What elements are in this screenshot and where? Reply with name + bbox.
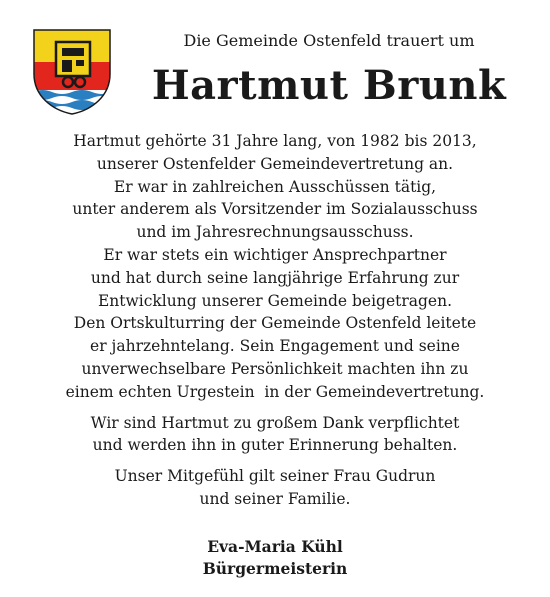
paragraph-gratitude: [20, 412, 530, 458]
coat-of-arms-icon: [32, 28, 112, 116]
text-line: Er war in zahlreichen Ausschüssen tätig,: [113, 177, 437, 196]
text-line: und seiner Familie.: [199, 489, 351, 508]
text-line: unverwechselbare Persönlichkeit machten ihn zu: [81, 359, 469, 378]
text-line: Er war stets ein wichtiger Ansprechpartner: [103, 245, 447, 264]
deceased-name: Hartmut Brunk: [151, 62, 507, 109]
text-line: und im Jahresrechnungsausschuss.: [136, 223, 414, 242]
text-line: Den Ortskulturring der Gemeinde Ostenfeld leitete: [73, 314, 477, 333]
text-line: Unser Mitgefühl gilt seiner Frau Gudrun: [114, 467, 436, 486]
text-line: er jahrzehntelang. Sein Engagement und seine: [90, 337, 460, 356]
signatory-title: Bürgermeisterin: [202, 559, 348, 578]
paragraph-condolence: [20, 465, 530, 511]
text-line: und hat durch seine langjährige Erfahrung zur: [90, 268, 460, 287]
text-line: und werden ihn in guter Erinnerung behalten.: [92, 436, 458, 455]
paragraph-biography: [20, 130, 530, 404]
text-line: Hartmut gehörte 31 Jahre lang, von 1982 bis 2013,: [73, 132, 477, 150]
text-line: unter anderem als Vorsitzender im Sozialausschuss: [72, 200, 478, 219]
text-line: Entwicklung unserer Gemeinde beigetragen.: [97, 291, 453, 310]
text-line: einem echten Urgestein in der Gemeindevertretung.: [65, 382, 485, 401]
text-line: unserer Ostenfelder Gemeindevertretung an.: [96, 154, 454, 173]
signature-block: [20, 536, 530, 580]
notice-body: [20, 130, 530, 519]
text-line: Wir sind Hartmut zu großem Dank verpflichtet: [90, 413, 460, 432]
signatory-name: Eva-Maria Kühl: [207, 537, 343, 556]
notice-intro: Die Gemeinde Ostenfeld trauert um: [183, 31, 475, 50]
